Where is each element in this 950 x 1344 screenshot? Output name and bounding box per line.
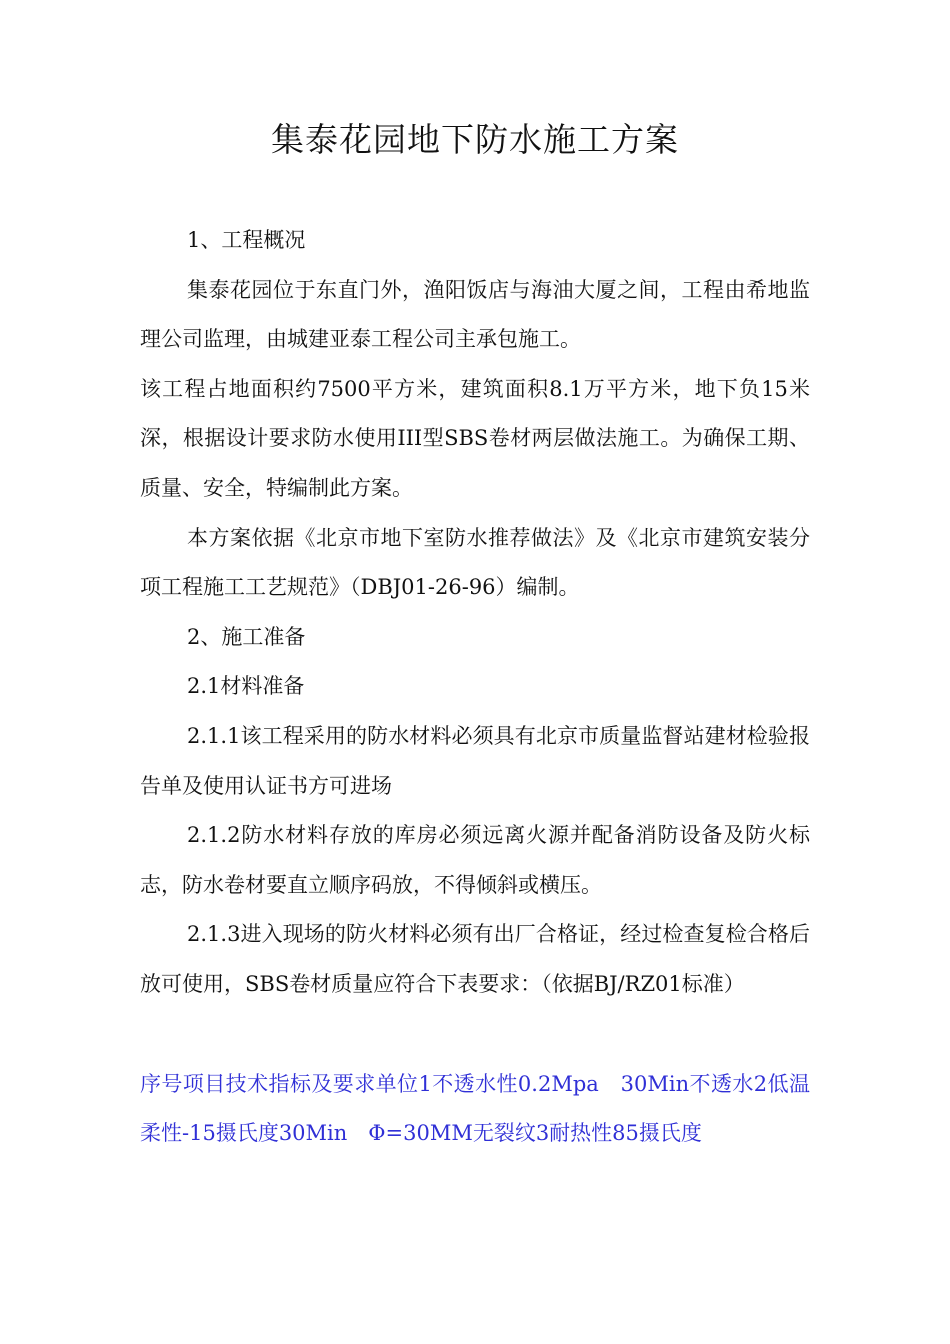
section-heading-preparation: 2、施工准备 <box>187 624 306 649</box>
section-heading-overview: 1、工程概况 <box>187 228 306 252</box>
spec-table-text: 序号项目技术指标及要求单位1不透水性0.2Mpa 30Min不透水2低温柔性-15摄氏度30Min Φ=30MM无裂纹3耐热性85摄氏度 <box>140 1071 810 1146</box>
paragraph-2-1-2: 2.1.2防水材料存放的库房必须远离火源并配备消防设备及防火标志，防水卷材要直立顺序码放，不得倾斜或横压。 <box>140 823 810 897</box>
paragraph-2-1-3: 2.1.3进入现场的防火材料必须有出厂合格证，经过检查复检合格后放可使用，SBS卷材质量应符合下表要求：（依据BJ/RZ01标准） <box>140 922 810 996</box>
paragraph-location: 集泰花园位于东直门外，渔阳饭店与海油大厦之间，工程由希地监理公司监理，由城建亚泰工程公司主承包施工。 <box>140 277 810 352</box>
document-title: 集泰花园地下防水施工方案 <box>271 120 679 159</box>
document-body <box>140 216 810 1159</box>
paragraph-2-1-1: 2.1.1该工程采用的防水材料必须具有北京市质量监督站建材检验报告单及使用认证书方可进场 <box>140 723 810 798</box>
paragraph-basis: 本方案依据《北京市地下室防水推荐做法》及《北京市建筑安装分项工程施工工艺规范》（DBJ01-26-96）编制。 <box>140 525 810 600</box>
subsection-heading-materials: 2.1材料准备 <box>187 674 305 699</box>
paragraph-scale: 该工程占地面积约7500平方米，建筑面积8.1万平方米，地下负15米深，根据设计要求防水使用III型SBS卷材两层做法施工。为确保工期、质量、安全，特编制此方案。 <box>140 376 810 500</box>
